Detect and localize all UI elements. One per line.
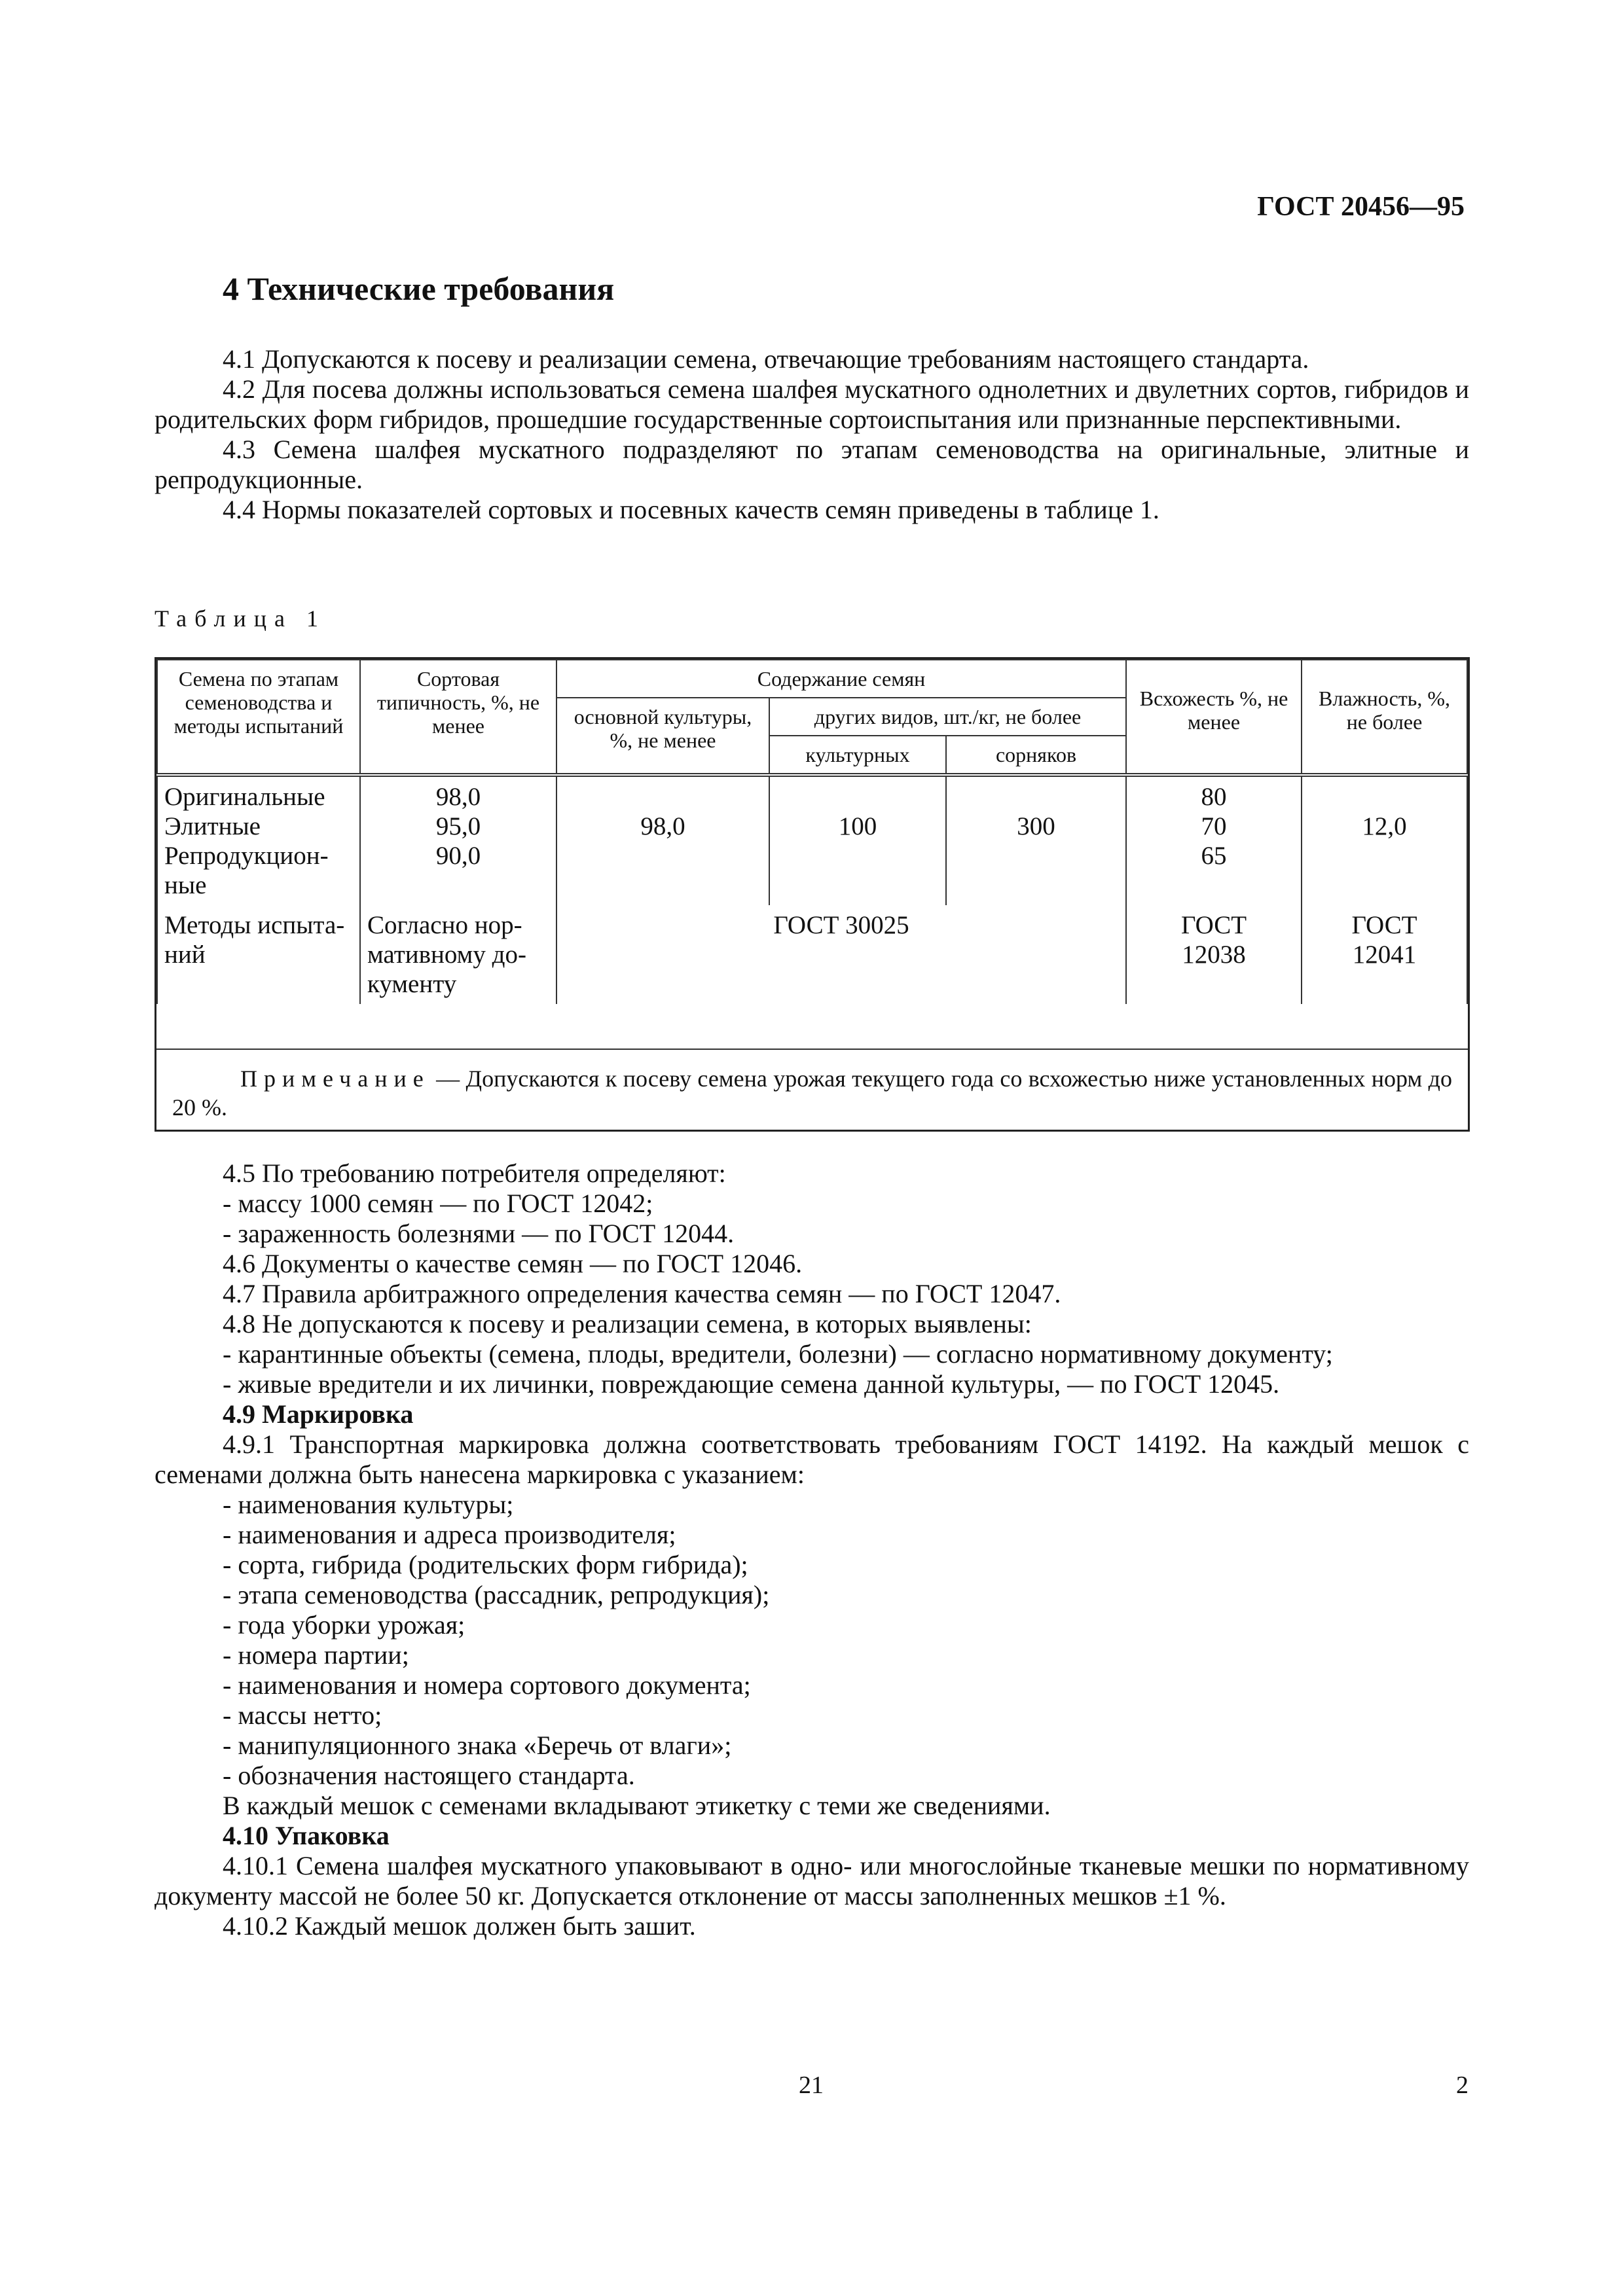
paragraph-4-9-end: В каждый мешок с семенами вкладывают этикетку с теми же сведениями. (223, 1791, 1051, 1820)
heading-4-10: 4.10 Упаковка (223, 1821, 390, 1850)
list-item: - массу 1000 семян — по ГОСТ 12042; (223, 1189, 653, 1218)
sort-values: 98,0 95,0 90,0 (360, 777, 556, 905)
paragraph-4-1: 4.1 Допускаются к посеву и реализации семена, отвечающие требованиям настоящего стандарта. (223, 344, 1309, 374)
table-1 (155, 657, 1470, 1132)
list-item: - живые вредители и их личинки, повреждающие семена данной культуры, — по ГОСТ 12045. (223, 1369, 1280, 1399)
table-row (157, 777, 1467, 905)
list-item: - карантинные объекты (семена, плоды, вредители, болезни) — согласно нормативному документу; (223, 1339, 1333, 1369)
list-item: - сорта, гибрида (родительских форм гибрида); (223, 1550, 748, 1579)
list-item: - наименования и номера сортового документа; (223, 1670, 751, 1700)
list-item: - обозначения настоящего стандарта. (223, 1761, 635, 1790)
document-code: ГОСТ 20456—95 (1257, 192, 1465, 222)
paragraph-4-7: 4.7 Правила арбитражного определения качества семян — по ГОСТ 12047. (223, 1279, 1061, 1308)
header-germination: Всхожесть %, не менее (1126, 660, 1302, 775)
header-seeds: Семена по этапам семеноводства и методы испытаний (157, 660, 360, 775)
data-table (156, 659, 1468, 1004)
method-moisture: ГОСТ 12041 (1302, 905, 1467, 1004)
table-caption: Таблица 1 (155, 605, 326, 632)
paragraph-4-5: 4.5 По требованию потребителя определяют: (223, 1158, 726, 1188)
main-crop-value: 98,0 (556, 777, 769, 905)
germination-values: 80 70 65 (1126, 777, 1302, 905)
method-content: ГОСТ 30025 (556, 905, 1126, 1004)
row-names: Оригинальные Элитные Репродукцион- ные (157, 777, 360, 905)
page-number-center: 21 (799, 2072, 824, 2099)
list-item: - номера партии; (223, 1640, 409, 1670)
note-label: Примечание (240, 1066, 430, 1092)
table-row-methods (157, 905, 1467, 1004)
list-item: - массы нетто; (223, 1700, 382, 1730)
paragraph-4-3: 4.3 Семена шалфея мускатного подразделяют по этапам семеноводства на оригинальные, элитные и репродукционные. (155, 435, 1469, 494)
header-sort-typicality: Сортовая типичность, %, не менее (360, 660, 556, 775)
paragraph-4-10-1: 4.10.1 Семена шалфея мускатного упаковывают в одно- или многослойные тканевые мешки по нормативному документу массой не более 50 кг. Допускается отклонение от массы заполненных мешков ±1 %. (155, 1851, 1469, 1910)
header-cultural: культурных (769, 736, 946, 775)
list-item: - этапа семеноводства (рассадник, репродукция); (223, 1580, 770, 1609)
body-text (155, 1158, 1469, 1941)
list-item: - зараженность болезнями — по ГОСТ 12044. (223, 1219, 735, 1248)
methods-label: Методы испыта- ний (157, 905, 360, 1004)
paragraph-4-8: 4.8 Не допускаются к посеву и реализации семена, в которых выявлены: (223, 1309, 1032, 1338)
list-item: - наименования культуры; (223, 1490, 514, 1519)
note-text: — Допускаются к посеву семена урожая текущего года со всхожестью ниже установленных норм до 20 %. (172, 1066, 1452, 1121)
page-number-right: 2 (1456, 2072, 1468, 2099)
method-germination: ГОСТ 12038 (1126, 905, 1302, 1004)
moisture-value: 12,0 (1302, 777, 1467, 905)
paragraph-4-10-2: 4.10.2 Каждый мешок должен быть зашит. (223, 1911, 696, 1941)
list-item: - манипуляционного знака «Беречь от влаги»; (223, 1731, 732, 1760)
list-item: - наименования и адреса производителя; (223, 1520, 676, 1549)
paragraph-4-9-1: 4.9.1 Транспортная маркировка должна соответствовать требованиям ГОСТ 14192. На каждый мешок с семенами должна быть нанесена маркировка с указанием: (155, 1429, 1469, 1489)
list-item: - года уборки урожая; (223, 1610, 465, 1640)
header-weeds: сорняков (946, 736, 1126, 775)
weeds-value: 300 (946, 777, 1126, 905)
intro-paragraphs (155, 344, 1469, 525)
heading-4-9: 4.9 Маркировка (223, 1399, 414, 1429)
paragraph-4-6: 4.6 Документы о качестве семян — по ГОСТ 12046. (223, 1249, 803, 1278)
section-title: 4 Технические требования (223, 270, 615, 307)
header-moisture: Влажность, %, не более (1302, 660, 1467, 775)
header-seed-content: Содержание семян (556, 660, 1126, 698)
cultural-value: 100 (769, 777, 946, 905)
method-sort: Согласно нор- мативному до- кументу (360, 905, 556, 1004)
header-main-crop: основной культуры, %, не менее (556, 698, 769, 775)
header-other-species: других видов, шт./кг, не более (769, 698, 1126, 736)
table-note (156, 1049, 1468, 1128)
paragraph-4-4: 4.4 Нормы показателей сортовых и посевных качеств семян приведены в таблице 1. (223, 495, 1159, 524)
paragraph-4-2: 4.2 Для посева должны использоваться семена шалфея мускатного однолетних и двулетних сортов, гибридов и родительских форм гибридов, прошедшие государственные сортоиспытания или признанные перспективными. (155, 374, 1469, 434)
